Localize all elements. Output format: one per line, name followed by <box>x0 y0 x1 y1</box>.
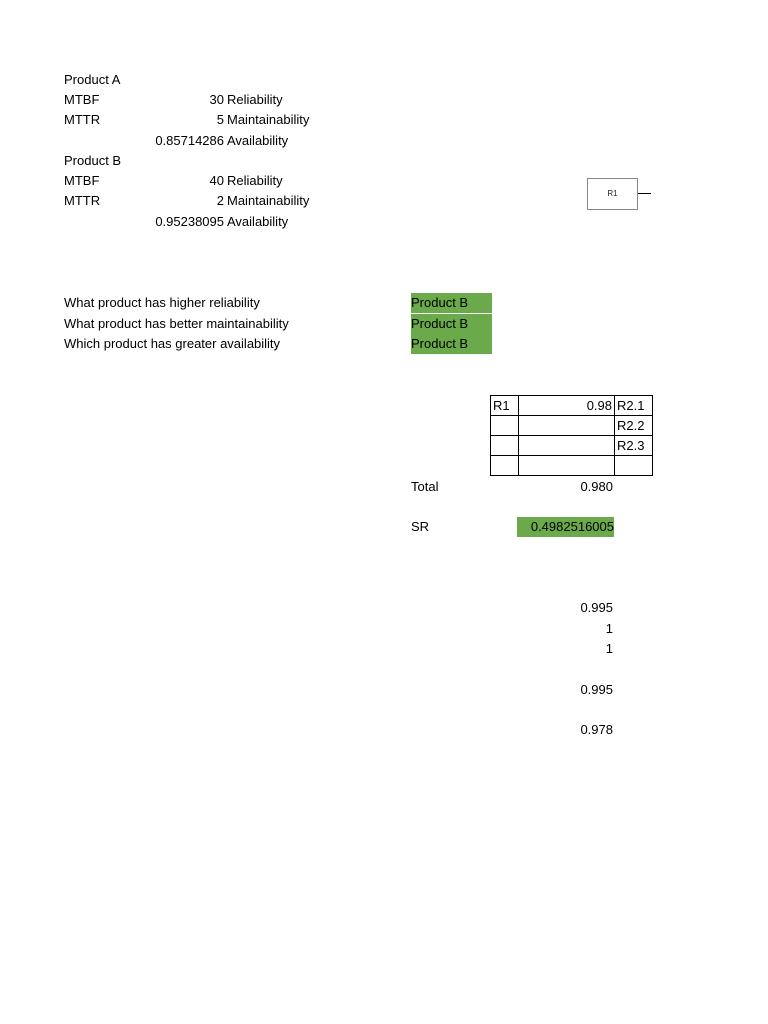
answer-reliability[interactable]: Product B <box>411 293 492 313</box>
sr-label: SR <box>411 519 430 534</box>
product-a-mtbf-value[interactable]: 30 <box>209 92 224 107</box>
answer-maintainability[interactable]: Product B <box>411 314 492 334</box>
value-cell[interactable]: 1 <box>605 621 613 636</box>
total-label: Total <box>411 479 439 494</box>
diagram-connector-line <box>638 193 651 194</box>
value-cell[interactable]: 1 <box>605 641 613 656</box>
table-cell[interactable] <box>491 456 519 476</box>
product-b-mtbf-desc: Reliability <box>227 173 283 188</box>
table-cell[interactable] <box>615 456 653 476</box>
table-row <box>491 456 653 476</box>
value-cell[interactable]: 0.978 <box>580 722 613 737</box>
table-cell[interactable]: R1 <box>491 396 519 416</box>
question-maintainability: What product has better maintainability <box>64 316 289 331</box>
diagram-box-label: R1 <box>607 189 618 198</box>
question-reliability: What product has higher reliability <box>64 295 260 310</box>
answer-availability[interactable]: Product B <box>411 334 492 354</box>
table-cell[interactable]: R2.1 <box>615 396 653 416</box>
table-cell[interactable] <box>519 416 615 436</box>
product-a-availability-value[interactable]: 0.85714286 <box>155 133 224 148</box>
table-cell[interactable] <box>519 436 615 456</box>
product-b-mttr-desc: Maintainability <box>227 193 310 208</box>
product-a-mttr-desc: Maintainability <box>227 112 310 127</box>
table-row <box>491 396 653 416</box>
product-b-mttr-value[interactable]: 2 <box>216 193 224 208</box>
sr-value[interactable]: 0.4982516005 <box>517 517 614 537</box>
table-cell[interactable]: R2.2 <box>615 416 653 436</box>
product-a-availability-desc: Availability <box>227 133 289 148</box>
total-value[interactable]: 0.980 <box>580 479 613 494</box>
product-b-availability-desc: Availability <box>227 214 289 229</box>
product-b-mtbf-value[interactable]: 40 <box>209 173 224 188</box>
product-b-availability-value[interactable]: 0.95238095 <box>155 214 224 229</box>
table-cell[interactable]: R2.3 <box>615 436 653 456</box>
reliability-table <box>490 395 653 476</box>
question-availability: Which product has greater availability <box>64 336 281 351</box>
table-row <box>491 436 653 456</box>
table-row <box>491 416 653 436</box>
reliability-block-diagram[interactable] <box>587 178 638 210</box>
value-cell[interactable]: 0.995 <box>580 600 613 615</box>
table-cell[interactable] <box>491 436 519 456</box>
table-cell[interactable]: 0.98 <box>519 396 615 416</box>
product-b-title: Product B <box>64 153 122 168</box>
table-cell[interactable] <box>491 416 519 436</box>
product-a-mtbf-label: MTBF <box>64 92 100 107</box>
value-cell[interactable]: 0.995 <box>580 682 613 697</box>
product-a-mttr-value[interactable]: 5 <box>216 112 224 127</box>
product-a-title: Product A <box>64 72 121 87</box>
product-b-mttr-label: MTTR <box>64 193 101 208</box>
product-a-mttr-label: MTTR <box>64 112 101 127</box>
table-cell[interactable] <box>519 456 615 476</box>
product-a-mtbf-desc: Reliability <box>227 92 283 107</box>
product-b-mtbf-label: MTBF <box>64 173 100 188</box>
